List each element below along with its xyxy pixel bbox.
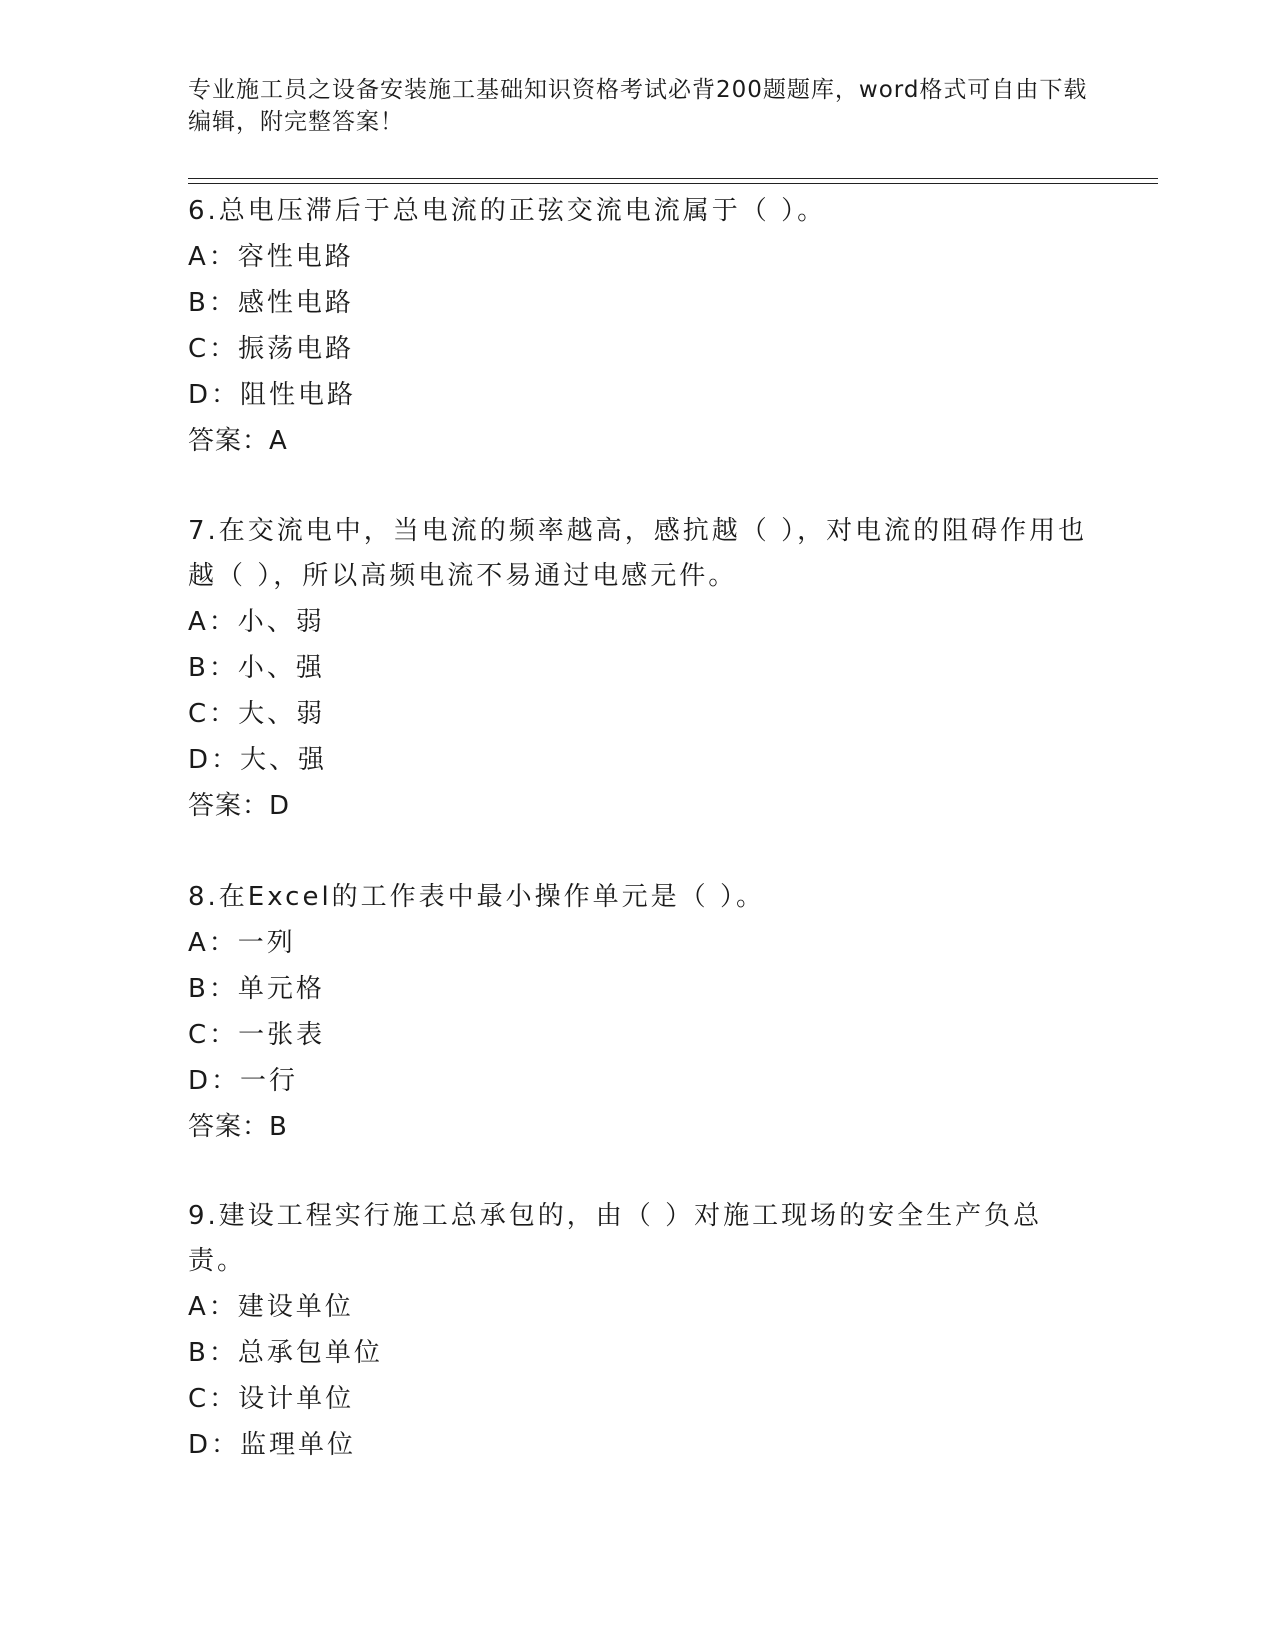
question-text: 6.总电压滞后于总电流的正弦交流电流属于（ ）。 [188, 196, 827, 226]
option-b: B：感性电路 [188, 288, 354, 318]
question-7 [188, 509, 1088, 829]
option-b: B：总承包单位 [188, 1338, 383, 1368]
question-9 [188, 1194, 1088, 1468]
option-c: C：振荡电路 [188, 334, 355, 364]
option-b: B：单元格 [188, 974, 325, 1004]
document-header: 专业施工员之设备安装施工基础知识资格考试必背200题题库，word格式可自由下载编辑，附完整答案！ [188, 77, 1088, 135]
question-text: 9.建设工程实行施工总承包的，由（ ）对施工现场的安全生产负总责。 [188, 1201, 1043, 1276]
header-rule-top [188, 178, 1158, 179]
answer: 答案：D [188, 791, 291, 821]
option-b: B：小、强 [188, 653, 325, 683]
option-c: C：一张表 [188, 1020, 326, 1050]
option-a: A：容性电路 [188, 242, 354, 272]
option-c: C：设计单位 [188, 1384, 355, 1414]
option-d: D：监理单位 [188, 1430, 357, 1460]
option-d: D：大、强 [188, 745, 328, 775]
header-rule-bottom [188, 183, 1158, 184]
option-d: D：阻性电路 [188, 380, 357, 410]
option-a: A：小、弱 [188, 607, 325, 637]
option-c: C：大、弱 [188, 699, 326, 729]
option-d: D：一行 [188, 1066, 299, 1096]
option-a: A：一列 [188, 928, 296, 958]
question-text: 7.在交流电中，当电流的频率越高，感抗越（ ），对电流的阻碍作用也越（ ），所以高频电流不易通过电感元件。 [188, 516, 1088, 591]
answer: 答案：B [188, 1112, 288, 1142]
question-8 [188, 875, 1088, 1150]
option-a: A：建设单位 [188, 1292, 354, 1322]
question-6 [188, 189, 1088, 464]
answer: 答案：A [188, 426, 288, 456]
question-text: 8.在Excel的工作表中最小操作单元是（ ）。 [188, 882, 765, 912]
